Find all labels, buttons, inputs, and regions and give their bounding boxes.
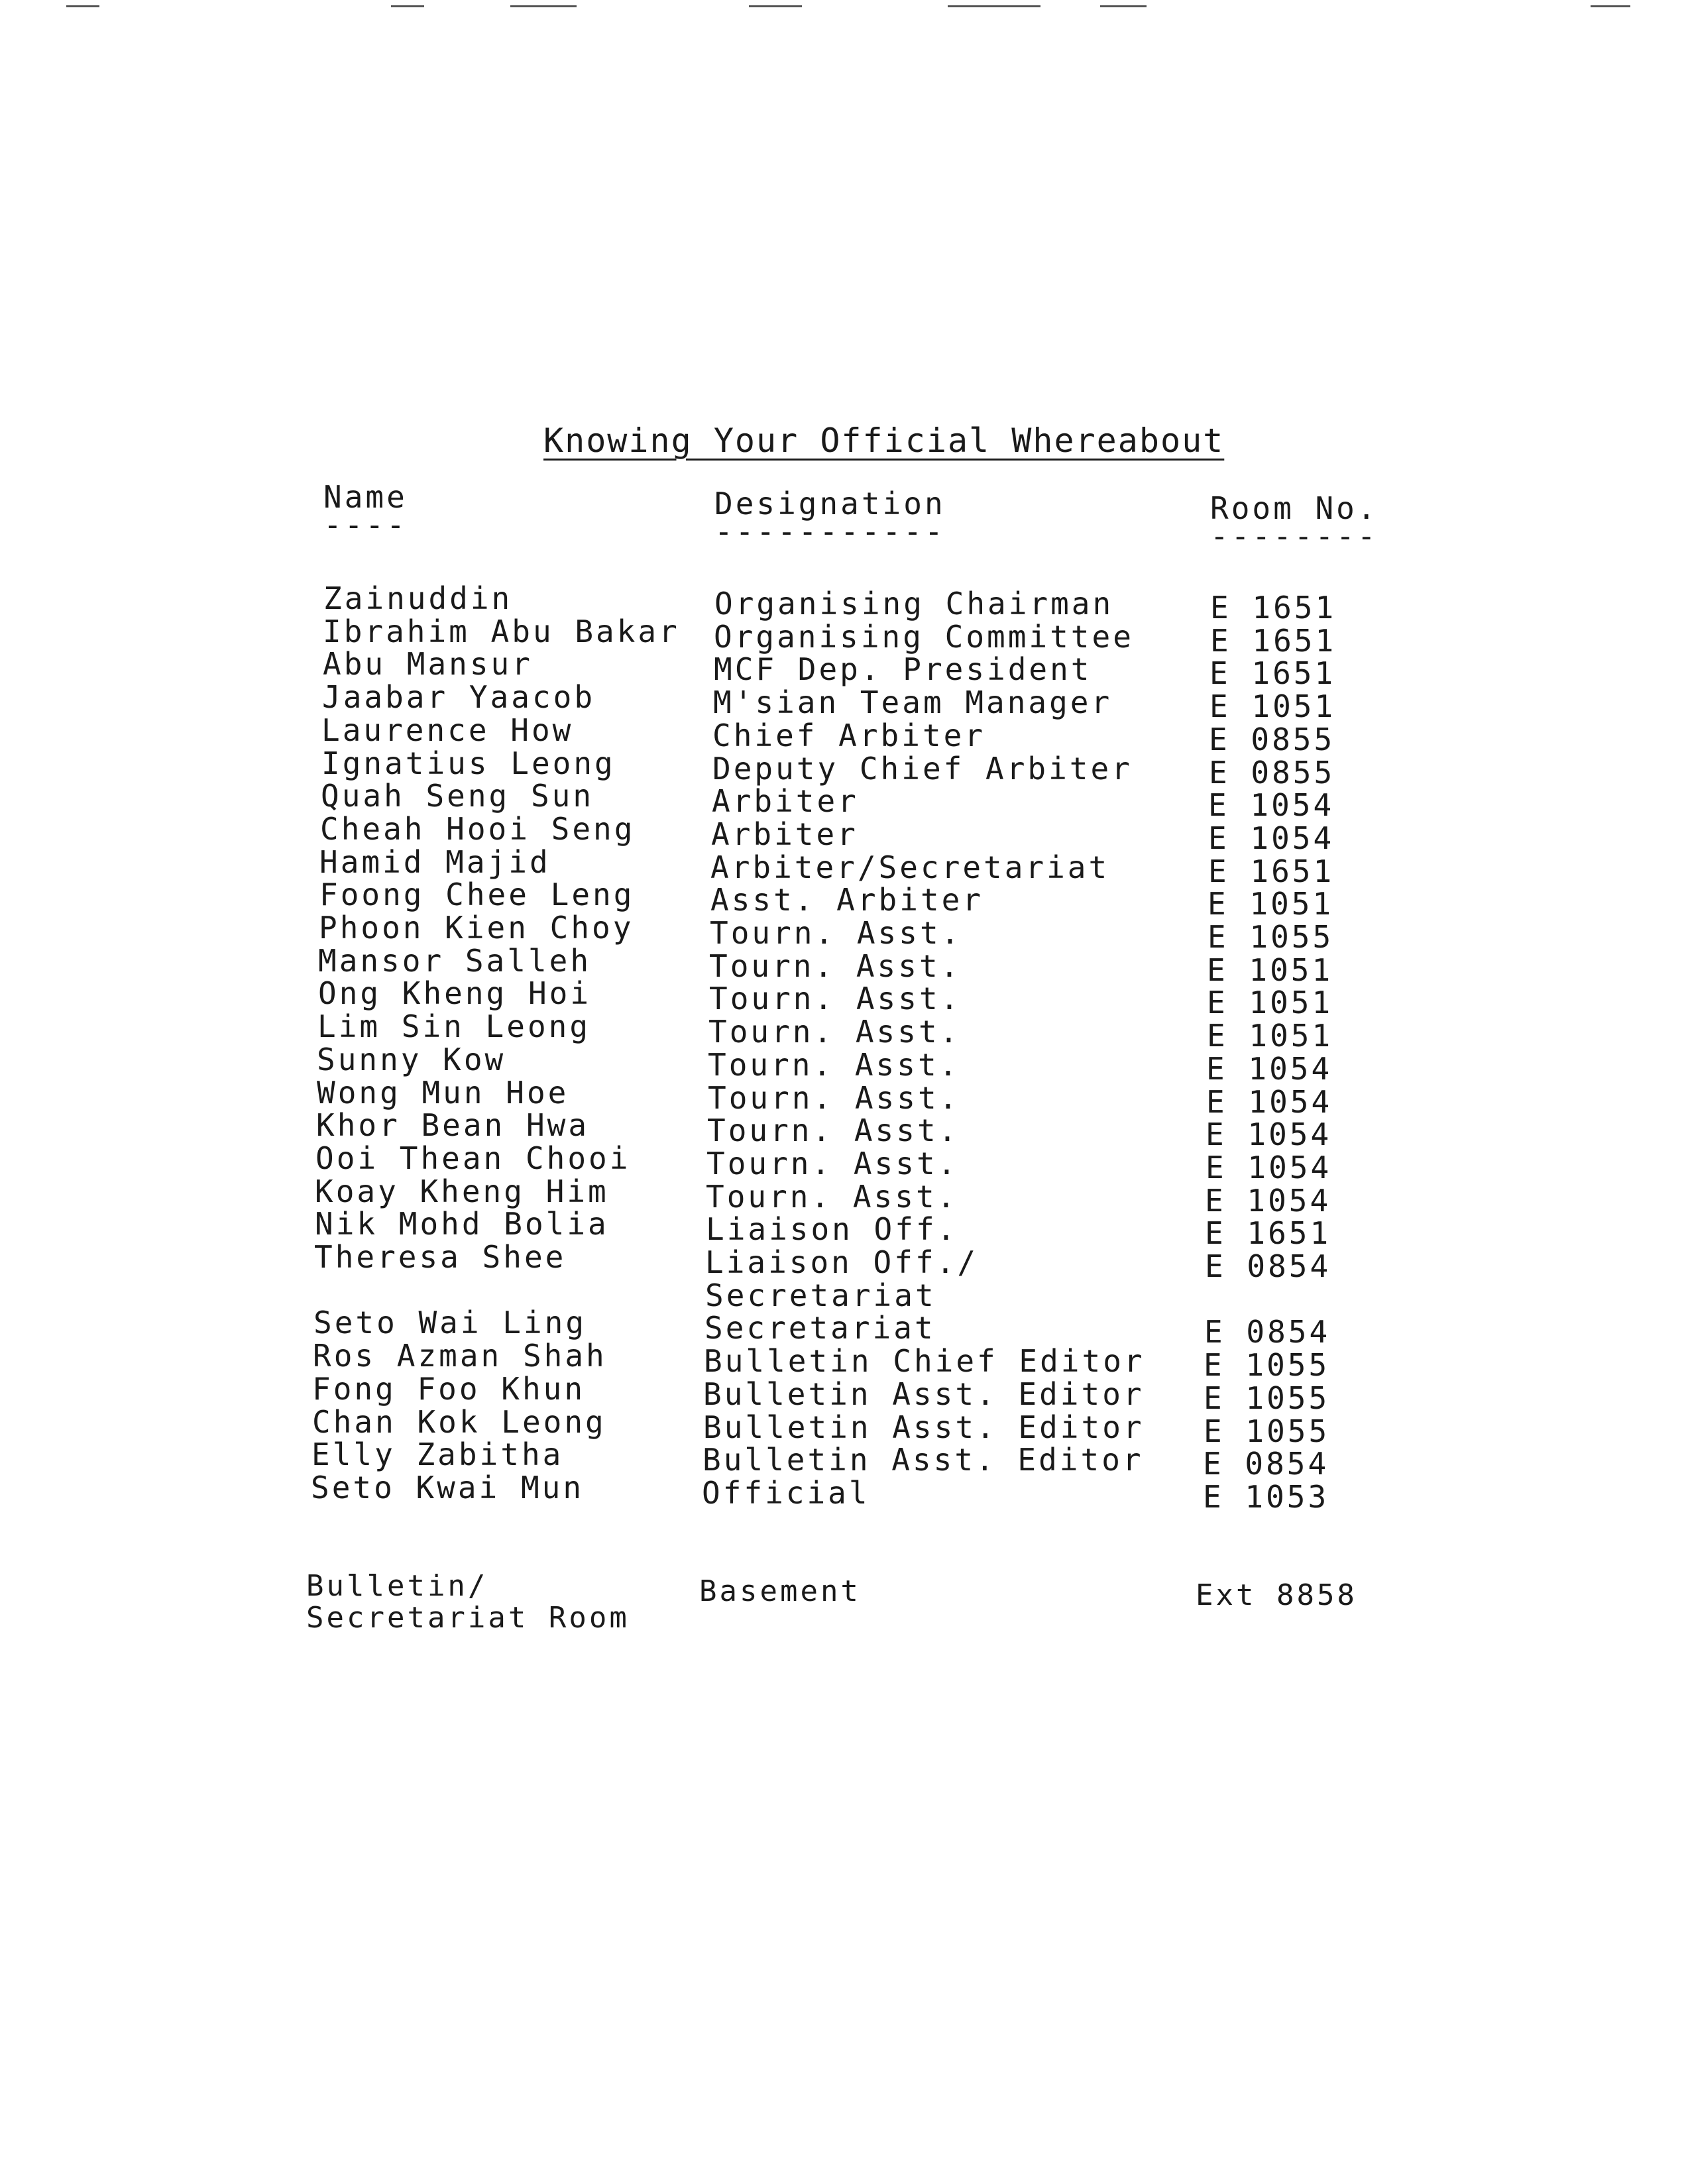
row-name: Ros Azman Shah [313, 1338, 607, 1374]
row-name: Seto Kwai Mun [311, 1470, 585, 1505]
row-room: E 1054 [1205, 1183, 1331, 1219]
row-designation: Tourn. Asst. [706, 1146, 959, 1181]
row-room: E 1051 [1207, 952, 1333, 988]
row-name: Mansor Salleh [318, 943, 592, 979]
row-name: Koay Kheng Him [315, 1174, 609, 1209]
row-room: E 1051 [1208, 886, 1334, 922]
row-room: E 1055 [1204, 1347, 1330, 1383]
row-room: E 1054 [1206, 1150, 1332, 1185]
row-designation: Asst. Arbiter [710, 882, 984, 918]
row-room: E 1051 [1207, 1018, 1333, 1054]
scan-artifact [1591, 5, 1630, 7]
row-name: Elly Zabitha [311, 1437, 564, 1472]
row-name: Ignatius Leong [321, 745, 616, 781]
row-designation: Deputy Chief Arbiter [712, 751, 1133, 787]
row-designation: Tourn. Asst. [709, 981, 962, 1016]
row-name: Zainuddin [323, 580, 513, 616]
row-designation: Bulletin Asst. Editor [703, 1409, 1145, 1445]
row-room: E 1055 [1208, 919, 1334, 955]
row-designation: Tourn. Asst. [708, 1080, 960, 1116]
row-designation: Liaison Off. [706, 1211, 958, 1247]
row-designation: Liaison Off./ [705, 1244, 979, 1280]
row-room: E 1651 [1210, 590, 1337, 626]
row-designation: Tourn. Asst. [706, 1179, 958, 1215]
row-name: Quah Seng Sun [321, 778, 594, 814]
row-designation: Tourn. Asst. [708, 1047, 960, 1083]
row-name: Jaabar Yaacob [322, 679, 596, 715]
footer-extension: Ext 8858 [1196, 1578, 1357, 1612]
row-designation: MCF Dep. President [714, 651, 1092, 687]
footer-location: Basement [699, 1574, 861, 1608]
row-room: E 0854 [1204, 1314, 1331, 1350]
row-designation: Organising Committee [714, 619, 1134, 655]
row-name: Ong Kheng Hoi [318, 975, 592, 1011]
row-designation: M'sian Team Manager [713, 684, 1113, 720]
row-designation: Arbiter [712, 783, 859, 819]
row-designation: Arbiter/Secretariat [710, 849, 1110, 885]
row-room: E 1051 [1209, 688, 1336, 724]
row-name: Lim Sin Leong [317, 1009, 591, 1044]
row-room: E 1651 [1208, 853, 1335, 889]
row-name: Sunny Kow [317, 1042, 506, 1077]
row-name: Wong Mun Hoe [317, 1075, 569, 1111]
row-name: Ibrahim Abu Bakar [323, 614, 680, 649]
row-room: E 1054 [1208, 787, 1335, 823]
row-name: Cheah Hooi Seng [320, 811, 636, 847]
header-designation-rule: ----------- [714, 514, 946, 549]
row-designation: Secretariat [704, 1310, 936, 1346]
row-name: Foong Chee Leng [319, 877, 635, 912]
row-name: Chan Kok Leong [312, 1404, 606, 1440]
header-name-rule: ---- [323, 507, 408, 543]
header-room-rule: -------- [1210, 518, 1378, 554]
row-room: E 1055 [1204, 1413, 1330, 1449]
row-name: Theresa Shee [314, 1239, 567, 1275]
row-designation: Tourn. Asst. [707, 1113, 960, 1148]
row-designation: Organising Chairman [714, 586, 1114, 622]
row-designation: Bulletin Chief Editor [704, 1343, 1145, 1379]
row-designation: Bulletin Asst. Editor [702, 1442, 1144, 1478]
scan-artifact [391, 5, 424, 7]
scan-artifact [948, 5, 1040, 7]
row-room: E 1053 [1203, 1479, 1329, 1515]
row-room: E 1054 [1208, 820, 1335, 856]
row-room: E 1651 [1205, 1215, 1331, 1251]
row-room: E 1054 [1206, 1117, 1332, 1152]
row-room: E 1054 [1206, 1051, 1333, 1087]
row-designation-cont: Secretariat [705, 1278, 936, 1313]
row-room: E 0855 [1209, 722, 1335, 757]
scan-artifact [510, 5, 577, 7]
row-name: Khor Bean Hwa [316, 1107, 590, 1143]
row-room: E 1651 [1210, 623, 1337, 659]
row-room: E 1055 [1204, 1380, 1330, 1416]
row-designation: Tourn. Asst. [710, 915, 962, 951]
row-name: Ooi Thean Chooi [315, 1140, 631, 1176]
header-name: Name [323, 479, 408, 515]
row-name: Laurence How [321, 712, 574, 748]
row-room: E 1051 [1207, 985, 1333, 1020]
row-name: Phoon Kien Choy [319, 910, 634, 946]
row-designation: Bulletin Asst. Editor [703, 1376, 1145, 1412]
row-name: Seto Wai Ling [313, 1305, 587, 1340]
row-room: E 1651 [1209, 655, 1336, 691]
header-room: Room No. [1210, 490, 1378, 526]
row-designation: Tourn. Asst. [709, 948, 962, 984]
row-name: Fong Foo Khun [312, 1371, 586, 1407]
row-room: E 0854 [1205, 1248, 1331, 1284]
row-name: Nik Mohd Bolia [315, 1206, 609, 1242]
row-designation: Official [702, 1475, 870, 1511]
page-title: Knowing Your Official Whereabout [543, 421, 1225, 460]
row-name: Abu Mansur [323, 646, 533, 682]
row-designation: Arbiter [711, 816, 858, 852]
row-designation: Chief Arbiter [712, 718, 986, 753]
scan-artifact [66, 5, 99, 7]
row-room: E 0854 [1203, 1446, 1329, 1482]
header-designation: Designation [714, 486, 946, 521]
row-room: E 0855 [1209, 755, 1335, 791]
row-name: Hamid Majid [319, 844, 551, 880]
footer-name-line1: Bulletin/ [306, 1569, 488, 1603]
footer-name-line2: Secretariat Room [306, 1601, 630, 1635]
scan-artifact [1100, 5, 1147, 7]
row-room: E 1054 [1206, 1084, 1333, 1120]
row-designation: Tourn. Asst. [708, 1014, 961, 1050]
scan-artifact [749, 5, 802, 7]
